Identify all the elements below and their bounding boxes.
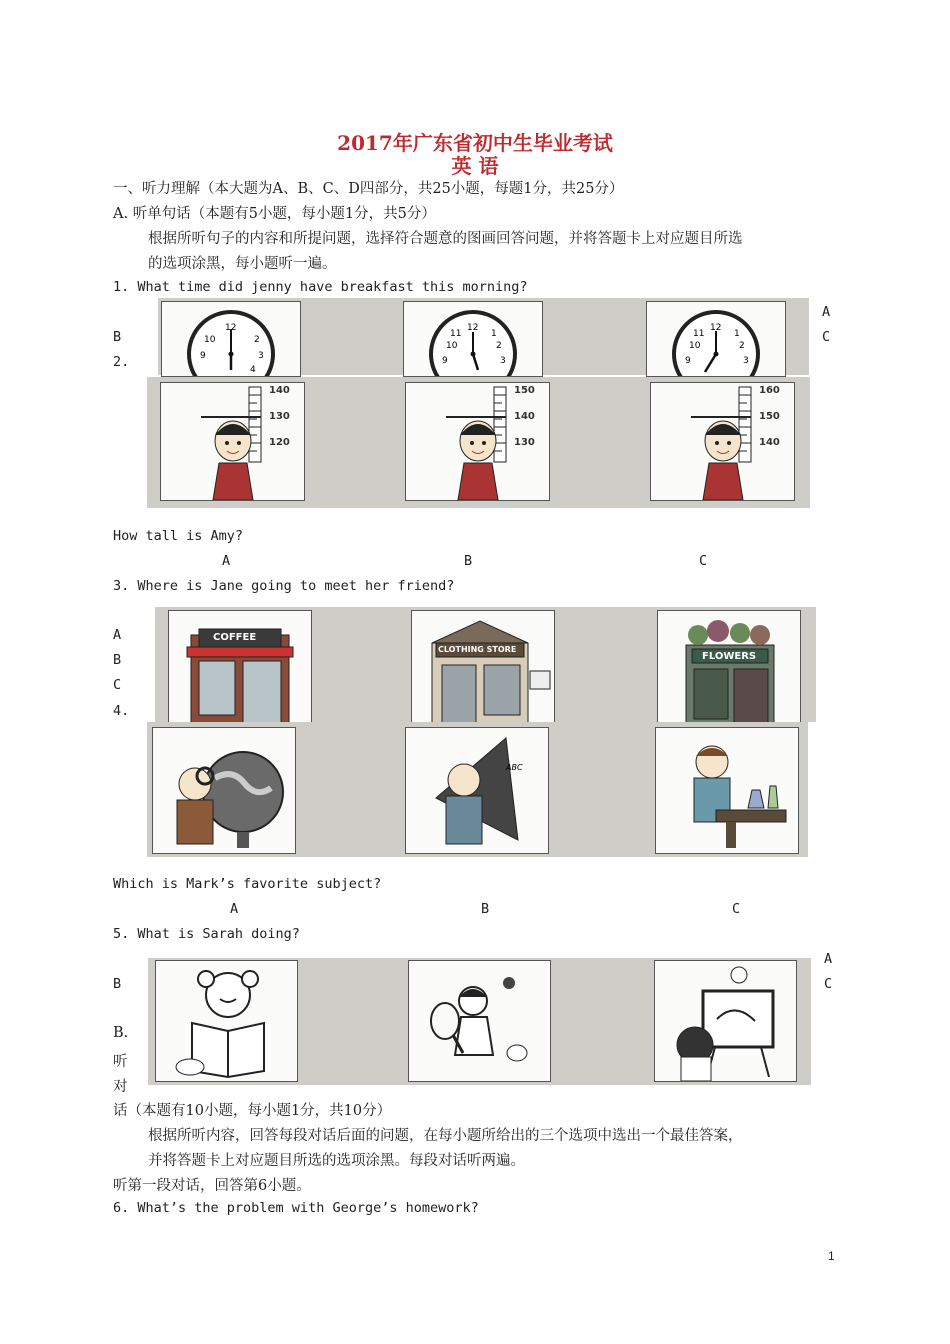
- clock-option-b: [403, 301, 543, 377]
- part-a-heading: A. 听单句话（本题有5小题，每小题1分，共5分）: [113, 206, 436, 222]
- q3-shops-panel: [155, 607, 816, 722]
- question-4: Which is Mark’s favorite subject?: [113, 876, 382, 892]
- height-option-b: [405, 382, 550, 501]
- question-6: 6. What’s the problem with George’s homework?: [113, 1200, 479, 1216]
- svg-text:10: 10: [689, 341, 701, 351]
- part-b-label-dui: 对: [113, 1079, 128, 1095]
- option-label-b: B: [481, 901, 490, 917]
- question-1: 1. What time did jenny have breakfast this morning?: [113, 279, 528, 295]
- subject-option-c: [655, 727, 799, 854]
- svg-text:12: 12: [225, 323, 237, 333]
- option-label-c: C: [732, 901, 741, 917]
- height-option-a: [160, 382, 305, 501]
- clock-option-c: [646, 301, 786, 377]
- svg-text:11: 11: [693, 329, 705, 339]
- shop-sign: FLOWERS: [702, 651, 757, 662]
- page-number: 1: [828, 1249, 835, 1263]
- svg-text:9: 9: [200, 351, 206, 361]
- q2-height-panel: [147, 377, 810, 508]
- svg-text:10: 10: [204, 335, 216, 345]
- part-a-instruction-1: 根据所听句子的内容和所提问题，选择符合题意的图画回答问题，并将答题卡上对应题目所选: [148, 231, 743, 247]
- shop-option-a: [168, 610, 312, 724]
- question-2-number: 2.: [113, 354, 130, 370]
- scale-label: 150: [759, 411, 780, 422]
- question-5: 5. What is Sarah doing?: [113, 926, 300, 942]
- scale-label: 120: [269, 437, 290, 448]
- part-b-label-ting: 听: [113, 1054, 128, 1070]
- option-label-b: B: [113, 652, 122, 668]
- option-label-a: A: [822, 304, 831, 320]
- option-label-a: A: [230, 901, 239, 917]
- part-a-instruction-2: 的选项涂黑，每小题听一遍。: [148, 256, 337, 272]
- activity-option-c: [654, 960, 797, 1082]
- flower-shop-icon: [658, 611, 800, 723]
- part-b-instruction-2: 并将答题卡上对应题目所选的选项涂黑。每段对话听两遍。: [148, 1153, 525, 1169]
- section-heading: 一、听力理解（本大题为A、B、C、D四部分，共25小题，每题1分，共25分）: [113, 181, 624, 197]
- subject-option-a: [152, 727, 296, 854]
- height-option-c: [650, 382, 795, 501]
- scale-label: 140: [514, 411, 535, 422]
- svg-text:12: 12: [710, 323, 722, 333]
- option-label-a: A: [222, 553, 231, 569]
- q4-subjects-panel: [147, 722, 808, 857]
- part-b-heading: 话（本题有10小题，每小题1分，共10分）: [113, 1103, 392, 1119]
- coffee-shop-icon: [169, 611, 311, 723]
- activity-option-a: [155, 960, 298, 1082]
- science-icon: [656, 728, 798, 853]
- scale-label: 160: [759, 385, 780, 396]
- activity-option-b: [408, 960, 551, 1082]
- option-label-c: C: [824, 976, 833, 992]
- svg-text:10: 10: [446, 341, 458, 351]
- clock-icon: [647, 302, 785, 376]
- svg-text:4: 4: [250, 365, 256, 375]
- q5-activities-panel: [148, 958, 811, 1085]
- svg-text:3: 3: [743, 356, 749, 366]
- dialog-1-heading: 听第一段对话，回答第6小题。: [113, 1178, 311, 1194]
- math-icon: [406, 728, 548, 853]
- svg-text:12: 12: [467, 323, 479, 333]
- question-2: How tall is Amy?: [113, 528, 244, 544]
- svg-text:ABC: ABC: [506, 763, 523, 772]
- scale-label: 130: [514, 437, 535, 448]
- scale-label: 130: [269, 411, 290, 422]
- svg-text:3: 3: [500, 356, 506, 366]
- scale-label: 150: [514, 385, 535, 396]
- question-3: 3. Where is Jane going to meet her friend?: [113, 578, 455, 594]
- option-label-a: A: [824, 951, 833, 967]
- exam-subject: 英 语: [451, 154, 499, 178]
- clock-icon: [404, 302, 542, 376]
- svg-text:2: 2: [496, 341, 502, 351]
- scale-label: 140: [759, 437, 780, 448]
- svg-text:9: 9: [685, 356, 691, 366]
- svg-text:2: 2: [739, 341, 745, 351]
- option-label-c: C: [113, 677, 122, 693]
- subject-option-b: [405, 727, 549, 854]
- clock-icon: [162, 302, 300, 376]
- exam-title: 2017年广东省初中生毕业考试: [337, 131, 613, 155]
- svg-text:2: 2: [254, 335, 260, 345]
- option-label-b: B: [113, 329, 122, 345]
- svg-text:1: 1: [734, 329, 740, 339]
- tennis-girl-icon: [409, 961, 550, 1081]
- question-4-number: 4.: [113, 703, 130, 719]
- painting-girl-icon: [655, 961, 796, 1081]
- option-label-c: C: [822, 329, 831, 345]
- shop-sign: CLOTHING STORE: [438, 645, 517, 654]
- shop-sign: COFFEE: [213, 632, 257, 643]
- svg-text:9: 9: [442, 356, 448, 366]
- shop-option-b: [411, 610, 555, 724]
- svg-text:3: 3: [258, 351, 264, 361]
- option-label-b: B: [113, 976, 122, 992]
- reading-girl-icon: [156, 961, 297, 1081]
- option-label-c: C: [699, 553, 708, 569]
- option-label-b: B: [464, 553, 473, 569]
- part-b-instruction-1: 根据所听内容，回答每段对话后面的问题，在每小题所给出的三个选项中选出一个最佳答案，: [148, 1128, 743, 1144]
- shop-option-c: [657, 610, 801, 724]
- svg-text:11: 11: [450, 329, 462, 339]
- clothing-store-icon: [412, 611, 554, 723]
- option-label-a: A: [113, 627, 122, 643]
- geography-icon: [153, 728, 295, 853]
- clock-option-a: [161, 301, 301, 377]
- q1-clock-panel: [158, 298, 809, 375]
- part-b-label: B.: [113, 1025, 129, 1041]
- scale-label: 140: [269, 385, 290, 396]
- svg-text:1: 1: [491, 329, 497, 339]
